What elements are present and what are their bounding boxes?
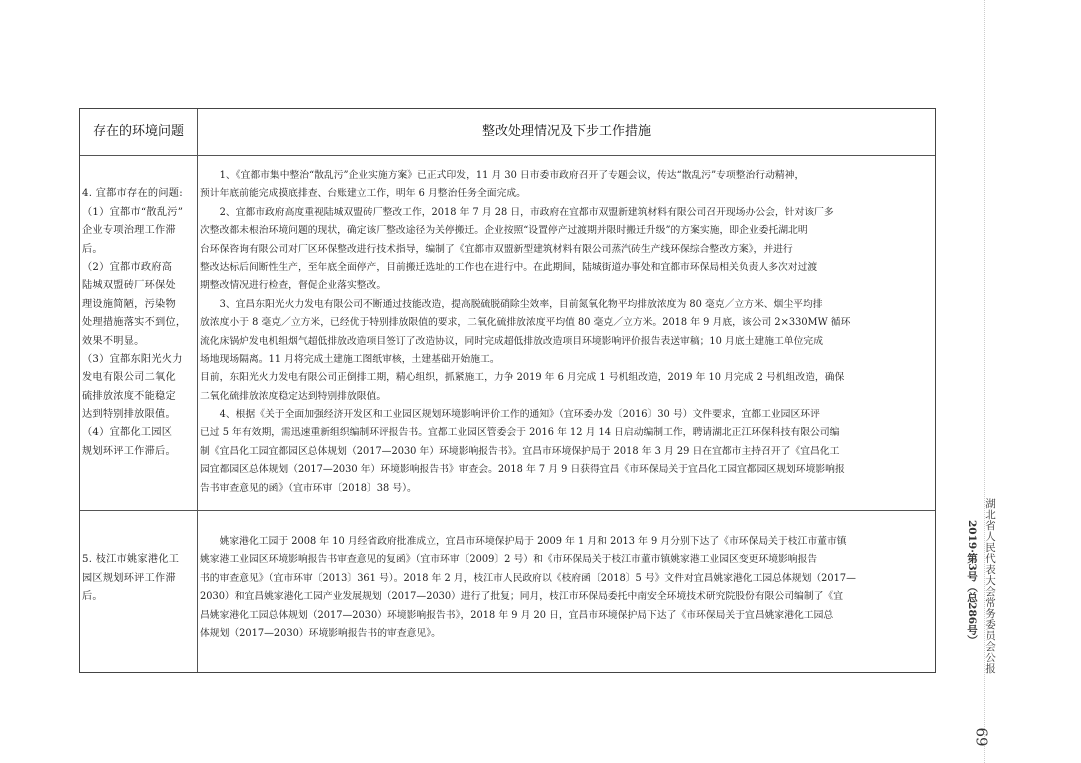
- measure-line: 3、宜昌东阳光火力发电有限公司不断通过技能改造，提高脱硫脱硝除尘效率，目前氮氧化物平均排放浓度为 80 毫克／立方米、烟尘平均排: [200, 298, 823, 310]
- problem-line: 4. 宜都市存在的问题:: [82, 188, 183, 200]
- measure-line: 预计年底前能完成摸底排查、台账建立工作，明年 6 月整治任务全面完成。: [200, 188, 526, 200]
- report-table: [79, 108, 936, 673]
- row-1-measures: [200, 167, 935, 498]
- header-measures: 整改处理情况及下步工作措施: [481, 124, 651, 139]
- measure-line: 目前，东阳光火力发电有限公司正倒排工期，精心组织，抓紧施工，力争 2019 年 6 月完成 1 号机组改造，2019 年 10 月完成 2 号机组改造，确保: [200, 372, 845, 384]
- measure-line: 姚家港化工园于 2008 年 10 月经省政府批准成立，宜昌市环境保护局于 2009 年 1 月和 2013 年 9 月分别下达了《市环保局关于枝江市董市镇: [200, 536, 847, 547]
- measure-line: 已过 5 年有效期，需迅速重新组织编制环评报告书。宜都工业园区管委会于 2016 年 12 月 14 日启动编制工作，聘请湖北正江环保科技有限公司编: [200, 427, 840, 439]
- measure-line: 告书审查意见的函》（宜市环审〔2018〕38 号）。: [200, 482, 417, 494]
- header-problem: 存在的环境问题: [92, 124, 184, 139]
- measure-line: 4、根据《关于全面加强经济开发区和工业园区规划环境影响评价工作的通知》（宜环委办发〔2016〕30 号）文件要求，宜都工业园区环评: [200, 409, 820, 421]
- measure-line: 放浓度小于 8 毫克／立方米，已经优于特别排放限值的要求，二氧化硫排放浓度平均值 80 毫克／立方米。2018 年 9 月底，该公司 2×330MW 循环: [200, 317, 851, 329]
- measure-line: 流化床锅炉发电机组烟气超低排放改造项目签订了改造协议，同时完成超低排放改造项目环境影响评价报告表送审稿；10 月底土建施工单位完成: [200, 335, 823, 347]
- row-divider: [80, 510, 935, 511]
- problem-line: （3）宜都东阳光火力: [82, 353, 183, 365]
- problem-line: 处理措施落实不到位，: [82, 317, 187, 329]
- measure-line: 姚家港工业园区环境影响报告书审查意见的复函》（宜市环审〔2009〕2 号）和《市环保局关于枝江市董市镇姚家港工业园区变更环境影响报告: [200, 554, 818, 566]
- problem-line: 硫排放浓度不能稳定: [82, 390, 176, 402]
- measure-line: 书的审查意见》（宜市环审〔2013〕361 号）。2018 年 2 月，枝江市人民政府以《枝府函〔2018〕5 号》文件对宜昌姚家港化工园总体规划（2017—: [200, 572, 856, 584]
- problem-line: 理设施简陋，污染物: [82, 298, 176, 310]
- measure-line: 园宜都园区总体规划（2017—2030 年）环境影响报告书》审查会。2018 年 7 月 9 日获得宜昌《市环保局关于宜昌化工园宜都园区规划环境影响报: [200, 464, 845, 476]
- issue-number: 2019·第3号（总286号）: [966, 520, 978, 646]
- problem-line: 园区规划环评工作滞: [82, 572, 176, 584]
- problem-line: 5. 枝江市姚家港化工: [82, 554, 180, 566]
- header-divider: [80, 155, 935, 156]
- page-number: 69: [972, 727, 991, 747]
- measure-line: 昌姚家港化工园总体规划（2017—2030）环境影响报告书》，2018 年 9 月 20 日，宜昌市环境保护局下达了《市环保局关于宜昌姚家港化工园总: [200, 609, 834, 621]
- measure-line: 二氧化硫排放浓度稳定达到特别排放限值。: [200, 390, 387, 402]
- problem-line: 规划环评工作滞后。: [82, 445, 176, 457]
- measure-line: 整改达标后间断性生产，至年底全面停产，目前搬迁选址的工作也在进行中。在此期间，陆城街道办事处和宜都市环保局相关负责人多次对过渡: [200, 261, 818, 273]
- column-divider: [197, 109, 198, 672]
- problem-line: 后。: [82, 591, 103, 603]
- measure-line: 2、宜都市政府高度重视陆城双盟砖厂整改工作，2018 年 7 月 28 日，市政府在宜都市双盟新建筑材料有限公司召开现场办公会，针对该厂多: [200, 206, 834, 218]
- journal-title: 湖北省人民代表大会常务委员会公报: [984, 498, 996, 674]
- problem-line: 陆城双盟砖厂环保处: [82, 280, 176, 292]
- measure-line: 2030）和宜昌姚家港化工园产业发展规划（2017—2030）进行了批复；同月，枝江市环保局委托中南安全环境技术研究院股份有限公司编制了《宜: [200, 591, 844, 603]
- problem-line: 发电有限公司二氧化: [82, 372, 176, 384]
- journal-sidebar: [966, 480, 1035, 700]
- measure-line: 次整改都未根治环境问题的现状，确定该厂整改途径为关停搬迁。企业按照“设置停产过渡期并限时搬迁升级”的方案实施，即企业委托湖北明: [200, 225, 808, 237]
- measure-line: 制《宜昌化工园宜都园区总体规划（2017—2030 年）环境影响报告书》。宜昌市环境保护局于 2018 年 3 月 29 日在宜都市主持召开了《宜昌化工: [200, 445, 840, 457]
- row-2-problem: [82, 533, 195, 607]
- problem-line: （1）宜都市“散乱污”: [82, 206, 184, 218]
- measure-line: 1、《宜都市集中整治“散乱污”企业实施方案》已正式印发，11 月 30 日市委市政府召开了专题会议，传达“散乱污”专项整治行动精神，: [200, 170, 805, 181]
- problem-line: 企业专项治理工作滞: [82, 225, 176, 237]
- measure-line: 体规划（2017—2030）环境影响报告书的审查意见》。: [200, 627, 441, 639]
- problem-line: 后。: [82, 243, 103, 255]
- problem-line: 达到特别排放限值。: [82, 409, 176, 421]
- problem-line: （4）宜都化工园区: [82, 427, 173, 439]
- row-2-measures: [200, 533, 935, 643]
- problem-line: （2）宜都市政府高: [82, 261, 173, 273]
- problem-line: [82, 167, 195, 185]
- measure-line: 期整改情况进行检查，督促企业落实整改。: [200, 280, 387, 292]
- problem-line: [82, 533, 195, 551]
- measure-line: 台环保咨询有限公司对厂区环保整改进行技术指导，编制了《宜都市双盟新型建筑材料有限公司蒸汽砖生产线环保综合整改方案》，并进行: [200, 243, 793, 255]
- measure-line: 场地现场隔离。11 月将完成土建施工图纸审核，土建基础开始施工。: [200, 353, 500, 365]
- row-1-problem: [82, 167, 195, 461]
- problem-line: 效果不明显。: [82, 335, 145, 347]
